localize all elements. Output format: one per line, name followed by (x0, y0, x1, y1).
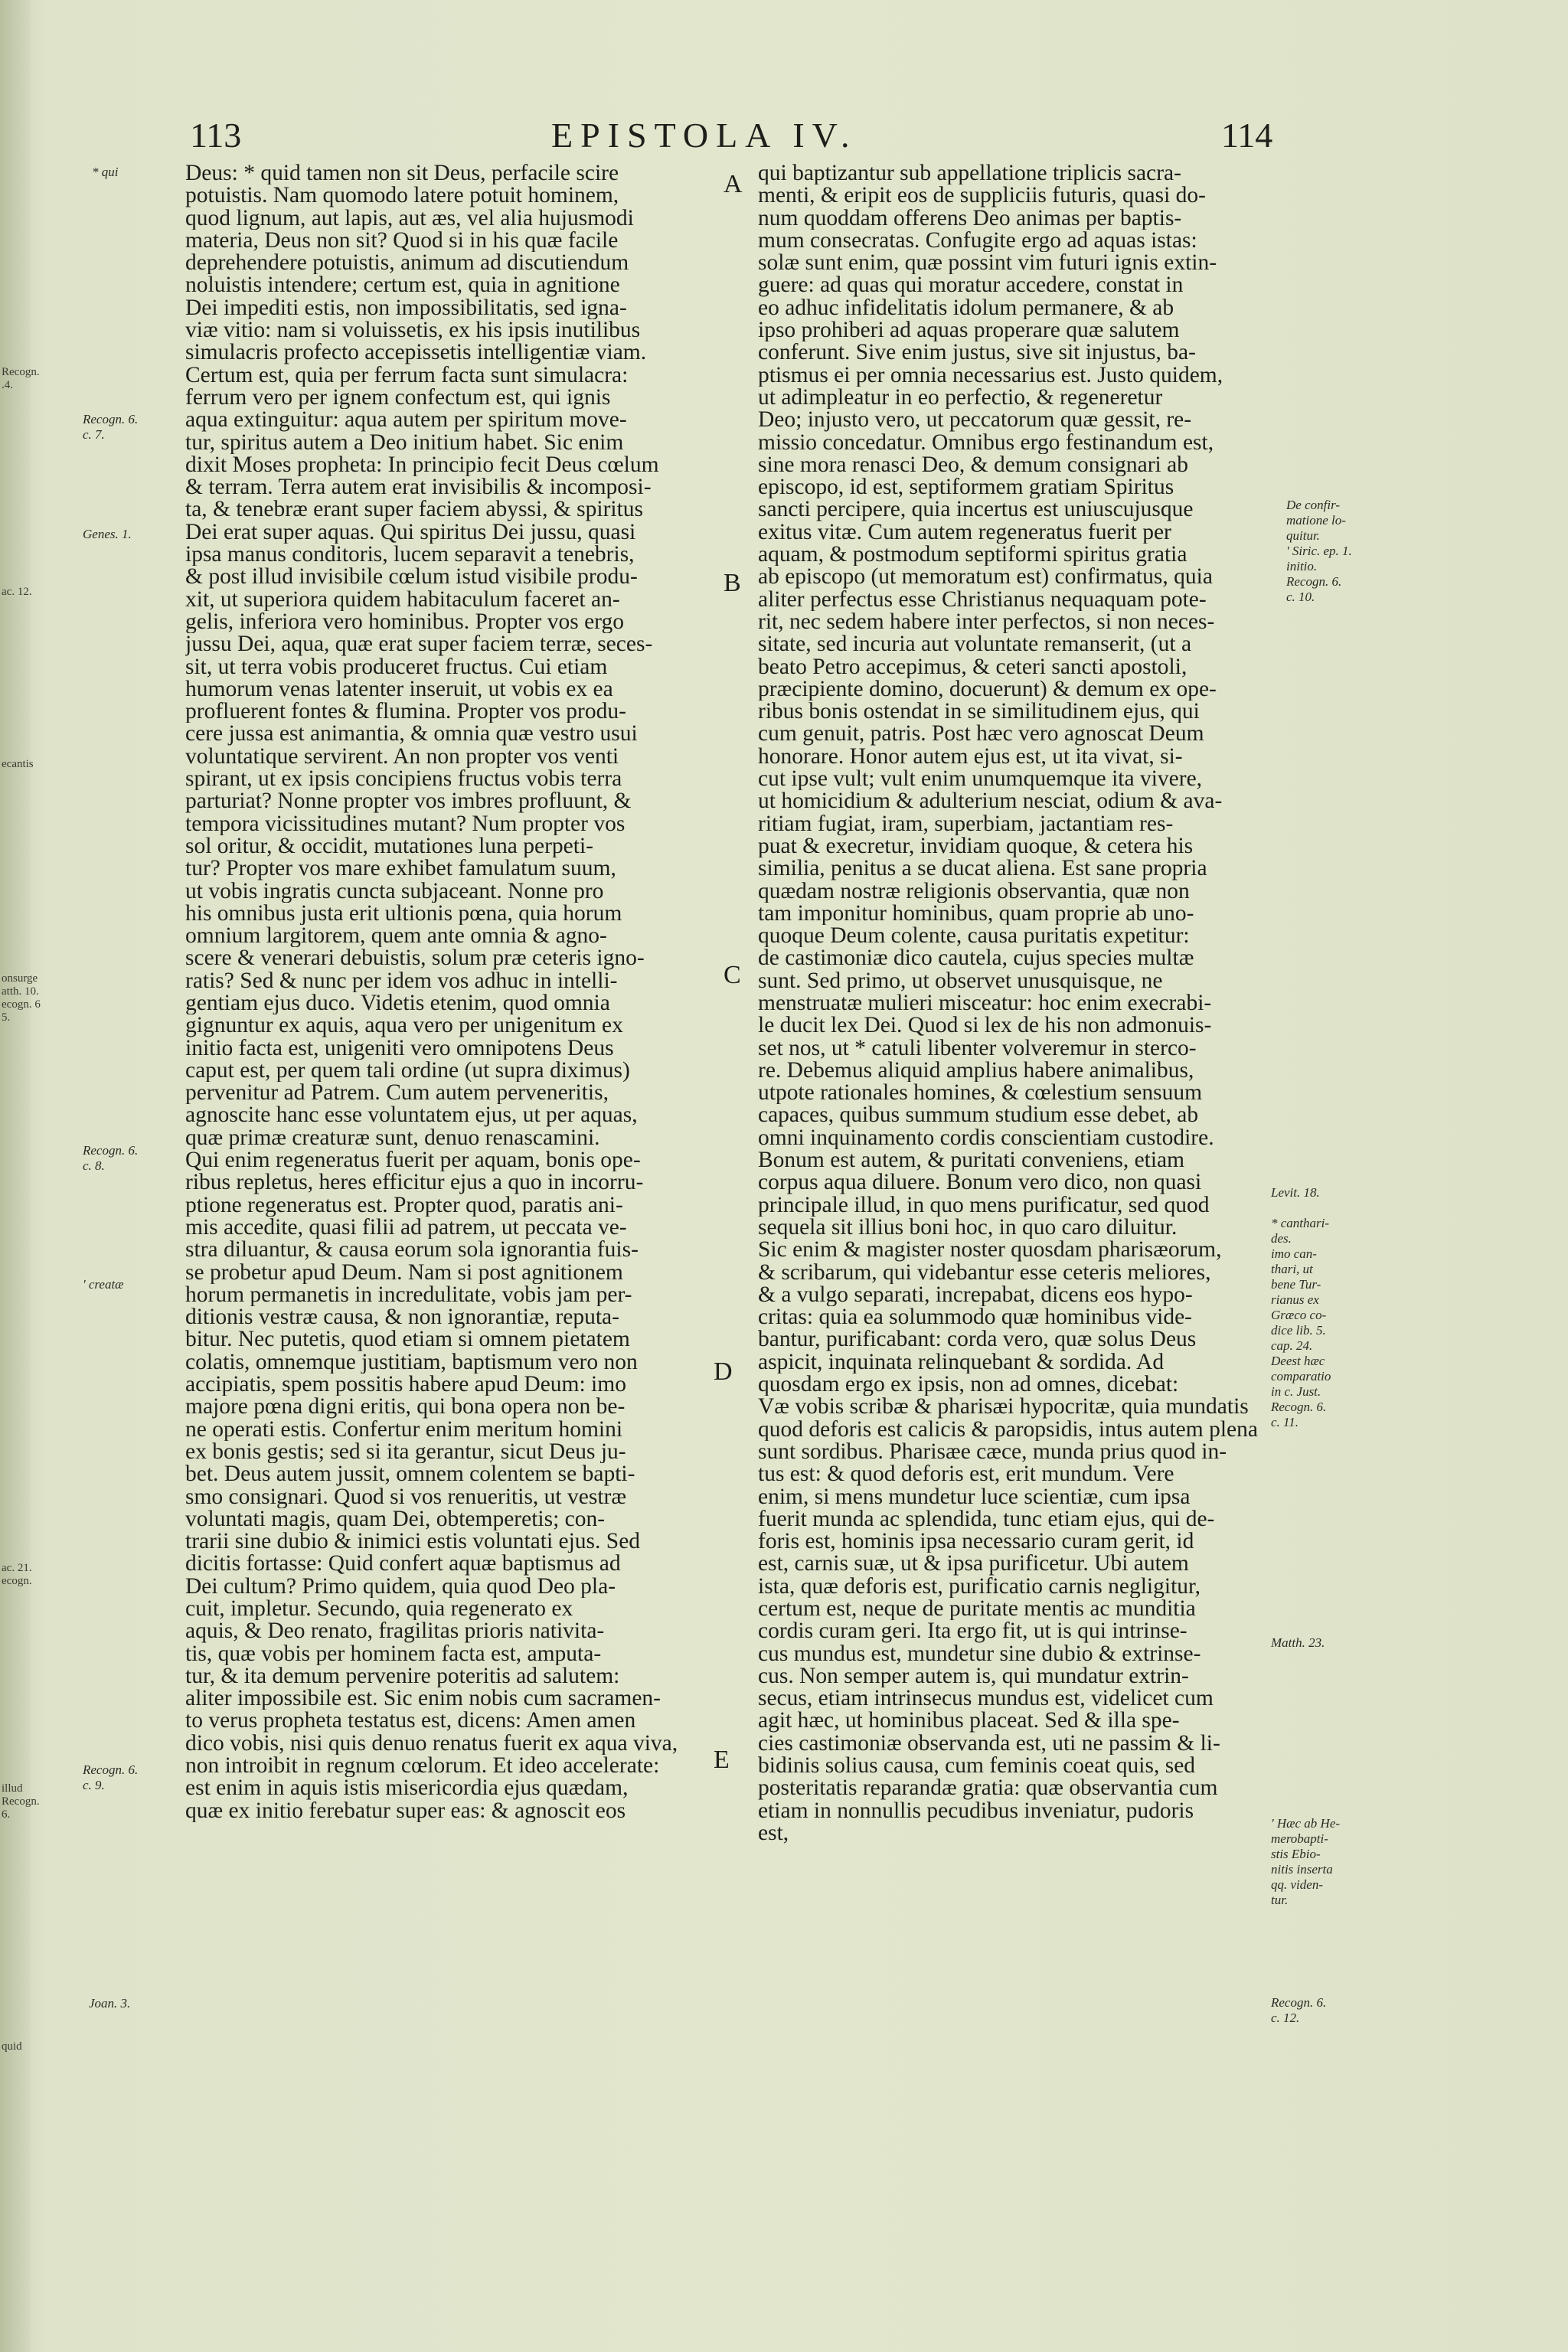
text-line: num quoddam offerens Deo animas per baptis- (758, 207, 1182, 230)
text-line: certum est, neque de puritate mentis ac munditia (758, 1598, 1196, 1621)
text-line: agnoscite hanc esse voluntatem ejus, ut per aquas, (185, 1104, 638, 1127)
text-line: Dei erat super aquas. Qui spiritus Dei jussu, quasi (185, 521, 636, 544)
text-line: Bonum est autem, & puritati conveniens, etiam (758, 1149, 1185, 1172)
edge-note-1: Recogn. .4. (2, 366, 40, 391)
text-line: aquis, & Deo renato, fragilitas prioris nativita- (185, 1620, 605, 1643)
text-line: sit, ut terra vobis produceret fructus. Cui etiam (185, 655, 608, 678)
text-line: scere & venerari debuistis, solum præ ceteris igno- (185, 947, 645, 970)
text-line: solæ sunt enim, quæ possint vim futuri ignis extin- (758, 252, 1217, 275)
text-line: ferrum vero per ignem confectum est, qui ignis (185, 386, 611, 410)
text-line: est enim in aquis istis misericordia ejus quædam, (185, 1777, 629, 1800)
text-line: tur, & ita demum pervenire poteritis ad salutem: (185, 1664, 620, 1688)
text-line: ritiam fugiat, iram, superbiam, jactantiam res- (758, 812, 1174, 835)
text-line: menstruatæ mulieri misceatur: hoc enim execrabi- (758, 991, 1212, 1015)
right-text-column (758, 162, 1275, 1844)
text-line: & scribarum, qui videbantur esse ceteris meliores, (758, 1261, 1211, 1284)
text-line: set nos, ut * catuli libenter volveremur in sterco- (758, 1037, 1197, 1060)
text-line: quod deforis est calicis & paropsidis, intus autem plena (758, 1418, 1258, 1441)
text-line: honorare. Honor autem ejus est, ut ita vivat, si- (758, 745, 1183, 769)
text-line: horum permanetis in incredulitate, vobis jam per- (185, 1283, 632, 1307)
text-line: sitate, sed incuria aut voluntate remanserit, (ut a (758, 633, 1192, 656)
text-line: ptismus ei per omnia necessarius est. Justo quidem, (758, 364, 1223, 387)
margin-note-recogn-6-12: Recogn. 6. c. 12. (1271, 1995, 1327, 2025)
text-line: tur, spiritus autem a Deo initium habet. Sic enim (185, 431, 624, 454)
text-line: bidinis solius causa, cum feminis coeat quis, sed (758, 1755, 1196, 1778)
text-line: noluistis intendere; certum est, quia in agnitione (185, 274, 620, 297)
edge-note-5: ac. 21. ecogn. (2, 1562, 32, 1587)
text-line: Certum est, quia per ferrum facta sunt simulacra: (185, 364, 629, 387)
text-line: & post illud invisibile cœlum istud visibile produ- (185, 566, 638, 589)
text-line: guere: ad quas qui moratur accedere, constat in (758, 274, 1184, 297)
text-line: simulacris profecto accepissetis intelligentiæ viam. (185, 341, 647, 364)
text-line: ribus repletus, heres efficitur ejus a quo in incorru- (185, 1171, 644, 1194)
text-line: tempora vicissitudines mutant? Num propter vos (185, 812, 626, 835)
text-line: ex bonis gestis; sed si ita gerantur, sicut Deus ju- (185, 1440, 626, 1464)
text-line: gignuntur ex aquis, aqua vero per unigenitum ex (185, 1014, 623, 1037)
text-line: tus est: & quod deforis est, erit mundum. Vere (758, 1463, 1174, 1486)
text-line: menti, & eripit eos de suppliciis futuris, quasi do- (758, 185, 1207, 207)
text-line: critas: quia ea solummodo quæ hominibus vide- (758, 1306, 1192, 1329)
text-line: stra diluantur, & causa eorum sola ignorantia fuis- (185, 1239, 639, 1262)
text-line: viæ vitio: nam si voluissetis, ex his ipsis inutilibus (185, 319, 641, 342)
text-line: ut vobis ingratis cuncta subjaceant. Nonne pro (185, 880, 604, 903)
text-line: humorum venas latenter inseruit, ut vobis ex ea (185, 678, 613, 701)
text-line: voluntatique servirent. An non propter vos venti (185, 745, 619, 769)
text-line: est, (758, 1821, 789, 1845)
text-line: se probetur apud Deum. Nam si post agnitionem (185, 1261, 623, 1284)
text-line: dixit Moses propheta: In principio fecit Deus cœlum (185, 453, 659, 477)
text-line: ipsa manus conditoris, lucem separavit a tenebris, (185, 544, 635, 567)
text-line: mum consecratas. Confugite ergo ad aquas istas: (758, 229, 1197, 253)
text-line: dicitis fortasse: Quid confert aquæ baptismus ad (185, 1553, 621, 1576)
margin-note-canthari: * canthari- des. imo can- thari, ut bene Tur- rianus ex Græco co- dice lib. 5. cap. 24. Deest hæc comparatio in c. Just. Recogn. 6. c. 11. (1271, 1216, 1331, 1429)
text-line: smo consignari. Quod si vos renueritis, ut vestræ (185, 1485, 627, 1508)
previous-page-edge (0, 0, 31, 2352)
text-line: ptione regeneratus est. Propter quod, paratis ani- (185, 1194, 623, 1217)
text-line: mis accedite, quasi filii ad patrem, ut peccata ve- (185, 1216, 627, 1240)
page-number-right: 114 (1221, 116, 1273, 155)
text-line: agit hæc, ut hominibus placeat. Sed & illa spe- (758, 1710, 1180, 1733)
text-line: Dei cultum? Primo quidem, quia quod Deo pla- (185, 1575, 616, 1598)
text-line: sunt sordibus. Pharisæe cæce, munda prius quod in- (758, 1440, 1227, 1464)
margin-note-creatae: ' creatæ (83, 1277, 124, 1292)
text-line: cordis curam geri. Ita ergo fit, ut is qui intrinse- (758, 1620, 1187, 1643)
text-line: deprehendere potuistis, animum ad discutiendum (185, 252, 629, 275)
text-line: bantur, purificabant: corda vero, quæ solus Deus (758, 1328, 1197, 1351)
text-line: Qui enim regeneratus fuerit per aquam, bonis ope- (185, 1149, 641, 1172)
text-line: fuerit munda ac splendida, tunc etiam ejus, qui de- (758, 1508, 1215, 1531)
margin-note-recogn-6-7: Recogn. 6. c. 7. (83, 412, 139, 442)
text-line: capaces, quibus summum studium esse debet, ab (758, 1104, 1199, 1127)
text-line: similia, penitus a se ducat aliena. Est sane propria (758, 858, 1207, 880)
section-mark-a: A (724, 170, 743, 198)
text-line: sine mora renasci Deo, & demum consignari ab (758, 453, 1188, 477)
text-line: initio facta est, unigeniti vero omnipotens Deus (185, 1037, 614, 1060)
text-line: aspicit, inquinata relinquebant & sordida. Ad (758, 1351, 1165, 1374)
text-line: puat & execretur, invidiam quoque, & cetera his (758, 835, 1194, 858)
edge-note-6: illud Recogn. 6. (2, 1782, 40, 1821)
text-line: ab episcopo (ut memoratum est) confirmatus, quia (758, 566, 1213, 589)
text-line: cus. Non semper autem is, qui mundatur extrin- (758, 1664, 1189, 1688)
text-line: omni inquinamento cordis conscientiam custodire. (758, 1126, 1214, 1150)
margin-note-recogn-6-8: Recogn. 6. c. 8. (83, 1143, 139, 1173)
text-line: conferunt. Sive enim justus, sive sit injustus, ba- (758, 341, 1196, 364)
margin-note-recogn-6-9: Recogn. 6. c. 9. (83, 1762, 139, 1792)
text-line: cies castimoniæ observanda est, uti ne passim & li- (758, 1732, 1220, 1756)
text-line: quæ primæ creaturæ sunt, denuo renascamini. (185, 1126, 600, 1150)
text-line: parturiat? Nonne propter vos imbres profluunt, & (185, 790, 632, 813)
text-line: his omnibus justa erit ultionis pœna, quia horum (185, 902, 622, 926)
text-line: ta, & tenebræ erant super faciem abyssi, & spiritus (185, 498, 644, 521)
text-line: cuit, impletur. Secundo, quia regenerato ex (185, 1598, 573, 1621)
text-line: foris est, hominis ipsa necessario curam gerit, id (758, 1530, 1194, 1553)
text-line: missio concedatur. Omnibus ergo festinandum est, (758, 431, 1214, 454)
text-line: aquam, & postmodum septiformi spiritus gratia (758, 544, 1187, 567)
text-line: caput est, per quem tali ordine (ut supra diximus) (185, 1059, 630, 1083)
text-line: Sic enim & magister noster quosdam pharisæorum, (758, 1239, 1222, 1262)
text-line: & terram. Terra autem erat invisibilis & incomposi- (185, 476, 652, 499)
text-line: aqua extinguitur: aqua autem per spiritum move- (185, 409, 627, 432)
text-line: profluerent fontes & flumina. Propter vos produ- (185, 701, 626, 724)
text-line: cus mundus est, mundetur sine dubio & extrinse- (758, 1642, 1201, 1665)
text-line: omnium largitorem, quem ante omnia & agno- (185, 925, 607, 948)
margin-note-qui: * qui (92, 165, 119, 179)
left-text-column (185, 162, 721, 1822)
text-line: Deus: * quid tamen non sit Deus, perfacile scire (185, 162, 619, 185)
text-line: ne operati estis. Confertur enim meritum homini (185, 1418, 623, 1441)
text-line: secus, etiam intrinsecus mundus est, videlicet cum (758, 1687, 1214, 1710)
text-line: potuistis. Nam quomodo latere potuit hominem, (185, 185, 619, 207)
text-line: aliter perfectus esse Christianus nequaquam pote- (758, 588, 1207, 611)
text-line: re. Debemus aliquid amplius habere animalibus, (758, 1059, 1194, 1083)
edge-note-7: quid (2, 2040, 22, 2053)
text-line: quosdam ergo ex ipsis, non ad omnes, dicebat: (758, 1374, 1179, 1396)
text-line: ratis? Sed & nunc per idem vos adhuc in intelli- (185, 969, 618, 992)
text-line: ista, quæ deforis est, purificatio carnis negligitur, (758, 1575, 1201, 1598)
text-line: sancti percipere, quia incertus est uniuscujusque (758, 498, 1194, 521)
text-line: episcopo, id est, septiformem gratiam Spiritus (758, 476, 1174, 499)
text-line: spirant, ut ex ipsis concipiens fructus vobis terra (185, 768, 622, 791)
text-line: voluntati magis, quam Dei, obtemperetis; con- (185, 1508, 606, 1531)
text-line: cut ipse vult; vult enim unumquemque ita vivere, (758, 768, 1203, 791)
text-line: præcipiente domino, docuerunt) & demum ex ope- (758, 678, 1217, 701)
text-line: jussu Dei, aqua, quæ erat super faciem terræ, seces- (185, 633, 653, 656)
text-line: ut homicidium & adulterium nesciat, odium & ava- (758, 790, 1223, 813)
text-line: rit, nec sedem habere inter perfectos, si non neces- (758, 610, 1215, 634)
text-line: etiam in nonnullis pecudibus inveniatur, pudoris (758, 1799, 1194, 1822)
text-line: Deo; injusto vero, ut peccatorum quæ gessit, re- (758, 409, 1192, 432)
text-line: tis, quæ vobis per hominem facta est, amputa- (185, 1642, 602, 1665)
text-line: eo adhuc infidelitatis idolum permanere, & ab (758, 296, 1174, 320)
text-line: enim, si mens mundetur luce scientiæ, cum ipsa (758, 1485, 1191, 1508)
text-line: cum genuit, patris. Post hæc vero agnoscat Deum (758, 723, 1204, 746)
text-line: colatis, omnemque justitiam, baptismum vero non (185, 1351, 638, 1374)
text-line: cere jussa est animantia, & omnia quæ vestro usui (185, 723, 638, 746)
text-line: principale illud, in quo mens purificatur, sed quod (758, 1194, 1210, 1217)
text-line: pervenitur ad Patrem. Cum autem perveneritis, (185, 1082, 609, 1105)
text-line: quod lignum, aut lapis, aut æs, vel alia hujusmodi (185, 207, 634, 230)
margin-note-joan: Joan. 3. (89, 1996, 131, 2011)
text-line: le ducit lex Dei. Quod si lex de his non admonuis- (758, 1014, 1212, 1037)
edge-note-3: ecantis (2, 758, 34, 770)
margin-note-genesis: Genes. 1. (83, 527, 132, 541)
text-line: beato Petro accepimus, & ceteri sancti apostoli, (758, 655, 1187, 678)
text-line: majore pœna digni eritis, qui bona opera non be- (185, 1396, 626, 1419)
text-line: dico vobis, nisi quis denuo renatus fuerit ex aqua viva, (185, 1732, 678, 1756)
text-line: quoque Deum colente, causa puritatis expetitur: (758, 925, 1190, 948)
margin-note-levit: Levit. 18. (1271, 1185, 1320, 1200)
text-line: tam imponitur hominibus, quam proprie ab uno- (758, 902, 1194, 926)
margin-note-hemerobaptistis: ' Hæc ab He- merobapti- stis Ebio- nitis inserta qq. viden- tur. (1271, 1816, 1341, 1907)
edge-note-2: ac. 12. (2, 586, 32, 598)
text-line: ipso prohiberi ad aquas properare quæ salutem (758, 319, 1180, 342)
text-line: sunt. Sed primo, ut observet unusquisque, ne (758, 969, 1163, 992)
section-mark-b: B (724, 569, 741, 597)
section-mark-c: C (724, 961, 741, 989)
text-line: ditionis vestræ causa, & non ignorantiæ, reputa- (185, 1306, 619, 1329)
page-number-left: 113 (190, 116, 242, 155)
text-line: posteritatis reparandæ gratia: quæ observantia cum (758, 1777, 1218, 1800)
text-line: est, carnis suæ, ut & ipsa purificetur. Ubi autem (758, 1553, 1189, 1576)
text-line: gentiam ejus duco. Videtis etenim, quod omnia (185, 991, 610, 1015)
edge-note-4: onsurge atth. 10. ecogn. 6 5. (2, 972, 41, 1024)
text-line: accipiatis, spem possitis habere apud Deum: imo (185, 1374, 626, 1396)
margin-note-confirmatione: De confir- matione lo- quitur. ' Siric. ep. 1. initio. Recogn. 6. c. 10. (1286, 498, 1352, 604)
text-line: Væ vobis scribæ & pharisæi hypocritæ, quia mundatis (758, 1396, 1249, 1419)
text-line: ut adimpleatur in eo perfectio, & regeneretur (758, 386, 1163, 410)
text-line: quædam nostræ religionis observantia, quæ non (758, 880, 1190, 903)
text-line: corpus aqua diluere. Bonum vero dico, non quasi (758, 1171, 1202, 1194)
page-title: EPISTOLA IV. (551, 116, 858, 155)
text-line: quæ ex initio ferebatur super eas: & agnoscit eos (185, 1799, 626, 1822)
text-line: trarii sine dubio & inimici estis voluntati ejus. Sed (185, 1530, 641, 1553)
text-line: exitus vitæ. Cum autem regeneratus fuerit per (758, 521, 1171, 544)
text-line: sol oritur, & occidit, mutationes luna perpeti- (185, 835, 593, 858)
text-line: tur? Propter vos mare exhibet famulatum suum, (185, 858, 616, 880)
section-mark-d: D (714, 1357, 733, 1386)
text-line: aliter impossibile est. Sic enim nobis cum sacramen- (185, 1687, 661, 1710)
text-line: utpote rationales homines, & cœlestium sensuum (758, 1082, 1203, 1105)
text-line: & a vulgo separati, increpabat, dicens eos hypo- (758, 1283, 1193, 1307)
text-line: non introibit in regnum cœlorum. Et ideo accelerate: (185, 1755, 660, 1778)
text-line: bitur. Nec putetis, quod etiam si omnem pietatem (185, 1328, 630, 1351)
text-line: de castimoniæ dico cautela, cujus species multæ (758, 947, 1194, 970)
text-line: Dei impediti estis, non impossibilitatis, sed igna- (185, 296, 627, 320)
text-line: xit, ut superiora quidem habitaculum faceret an- (185, 588, 620, 611)
text-line: to verus propheta testatus est, dicens: Amen amen (185, 1710, 636, 1733)
text-line: gelis, inferiora vero hominibus. Propter vos ergo (185, 610, 624, 634)
section-mark-e: E (714, 1746, 730, 1774)
text-line: qui baptizantur sub appellatione triplicis sacra- (758, 162, 1181, 185)
text-line: sequela sit illius boni hoc, in quo caro diluitur. (758, 1216, 1178, 1240)
text-line: bet. Deus autem jussit, omnem colentem se bapti- (185, 1463, 635, 1486)
margin-note-matthew: Matth. 23. (1271, 1635, 1325, 1650)
text-line: ribus bonis ostendat in se similitudinem ejus, qui (758, 701, 1200, 724)
running-head (176, 115, 1279, 161)
text-line: materia, Deus non sit? Quod si in his quæ facile (185, 229, 619, 253)
